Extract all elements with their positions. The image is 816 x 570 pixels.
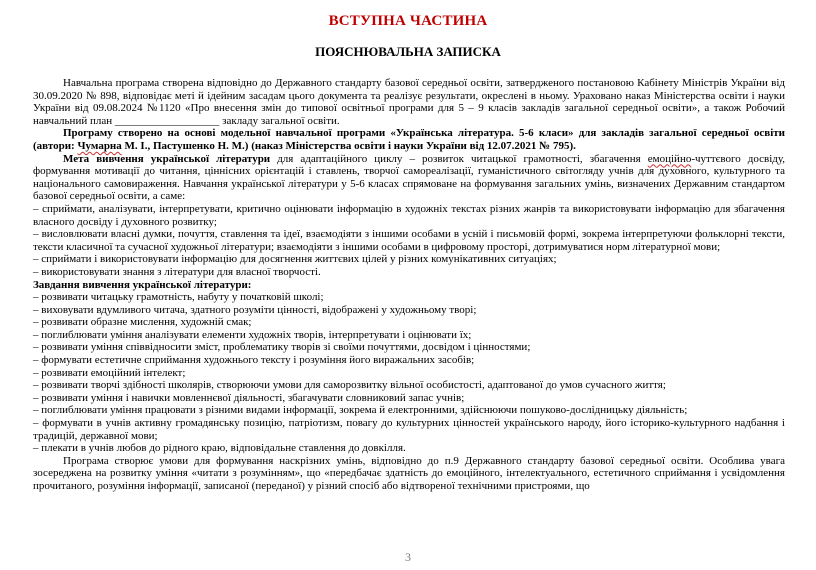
task-list-item: – поглиблювати уміння працювати з різними видами інформації, зокрема й електронними, здійснюючи пошуково-дослідницьку діяльність; <box>33 404 688 417</box>
skill-list-item: – використовувати знання з літератури для власної творчості. <box>33 265 321 278</box>
task-list-item: – плекати в учнів любов до рідного краю, відповідальне ставлення до довкілля. <box>33 442 406 455</box>
goal-heading: Мета вивчення української літератури <box>63 152 271 165</box>
spellcheck-flagged-word: емоційно <box>647 152 692 165</box>
task-list-item: – виховувати вдумливого читача, здатного розуміти цінності, відображені у художньому творі; <box>33 303 477 316</box>
task-list-item: – розвивати образне мислення, художній смак; <box>33 316 252 329</box>
skill-list-item: – висловлювати власні думки, почуття, ставлення та ідеї, взаємодіяти з іншими особами в усній і письмовій формі, зокрема інтерпретуючи фольклорні тексти, тексти класичної та сучасної художньої літератури; взаємодіяти з іншими особами в цифровому просторі, дотримуватися норм літературної мови; <box>33 228 785 253</box>
task-list-item: – поглиблювати уміння аналізувати елементи художніх творів, інтерпретувати і оцінювати їх; <box>33 328 472 341</box>
closing-paragraph: Програма створює умови для формування наскрізних умінь, відповідно до п.9 Державного стандарту базової середньої освіти. Особлива увага зосереджена на розвитку уміння «читати з розумінням», що «передбачає здатність до емоційного, інтелектуального, естетичного сприймання і усвідомлення прочитаного, розуміння інформації, записаної (переданої) у різний спосіб або відтвореної технічними пристроями, що <box>33 454 785 492</box>
section-subtitle: ПОЯСНЮВАЛЬНА ЗАПИСКА <box>315 44 501 59</box>
task-list-item: – розвивати творчі здібності школярів, створюючи умови для саморозвитку вільної особистості, адаптованої до умов сучасного життя; <box>33 379 666 392</box>
page-number: 3 <box>405 550 411 564</box>
program-basis-text-b: М. І., Пастушенко Н. М.) (наказ Міністерства освіти і науки України від 12.07.2021 № 795). <box>121 139 576 152</box>
task-list-item: – формувати естетичне сприймання художнього тексту і розуміння його виражальних засобів; <box>33 354 475 367</box>
skill-list-item: – сприймати, аналізувати, інтерпретувати, критично оцінювати інформацію в художніх текстах різних жанрів та використовувати інформацію для збагачення власного досвіду і духовного розвитку; <box>33 202 785 228</box>
task-list-item: – розвивати емоційний інтелект; <box>33 366 186 379</box>
skill-list-item: – сприймати і використовувати інформацію для досягнення життєвих цілей у різних комунікативних ситуаціях; <box>33 253 557 266</box>
program-basis-paragraph <box>33 127 785 152</box>
task-list-item: – розвивати уміння співвідносити зміст, проблематику творів зі своїми почуттями, досвідом і цінностями; <box>33 341 531 354</box>
task-list-item: – формувати в учнів активну громадянську позицію, патріотизм, повагу до культурних цінностей українського народу, його історико-культурного надбання і традицій, державної мови; <box>33 417 785 442</box>
document-body <box>33 77 785 493</box>
spellcheck-flagged-word: Чумарна <box>77 139 122 152</box>
program-basis-text-a: Програму створено на основі модельної навчальної програми «Українська література. 5-6 класи» для закладів загальної середньої освіти (автори: <box>33 127 785 152</box>
task-list-item: – розвивати читацьку грамотність, набуту у початковій школі; <box>33 291 324 304</box>
goal-paragraph <box>33 153 785 203</box>
task-list-item: – розвивати уміння і навички мовленнєвої діяльності, збагачувати словниковий запас учнів; <box>33 391 465 404</box>
intro-paragraph: Навчальна програма створена відповідно до Державного стандарту базової середньої освіти, затвердженого постановою Кабінету Міністрів України від 30.09.2020 № 898, відповідає меті й ідейним засадам цього документа та реалізує результати, окреслені в ньому. Ураховано наказ Міністерства освіти і науки України від 09.08.2024 №1120 «Про внесення змін до типової освітньої програми для 5 – 9 класів закладів загальної середньої освіти», а також Робочий навчальний план ___________________ закладу загальної освіти. <box>33 77 785 127</box>
section-title: ВСТУПНА ЧАСТИНА <box>328 13 488 29</box>
tasks-heading: Завдання вивчення української літератури: <box>33 278 252 291</box>
goal-text-a: для адаптаційного циклу – розвиток читацької грамотності, збагачення <box>270 152 648 165</box>
goal-text-b: -чуттєвого досвіду, формування мотивації до читання, ціннісних орієнтацій і ставлень, творчої самореалізації, гуманістичного світогляду учнів для духовного, культурного та національного самовираження. Навчання української літератури у 5-6 класах спрямоване на формування загальних умінь, визначених Державним стандартом базової середньої освіти, а саме: <box>33 152 786 203</box>
